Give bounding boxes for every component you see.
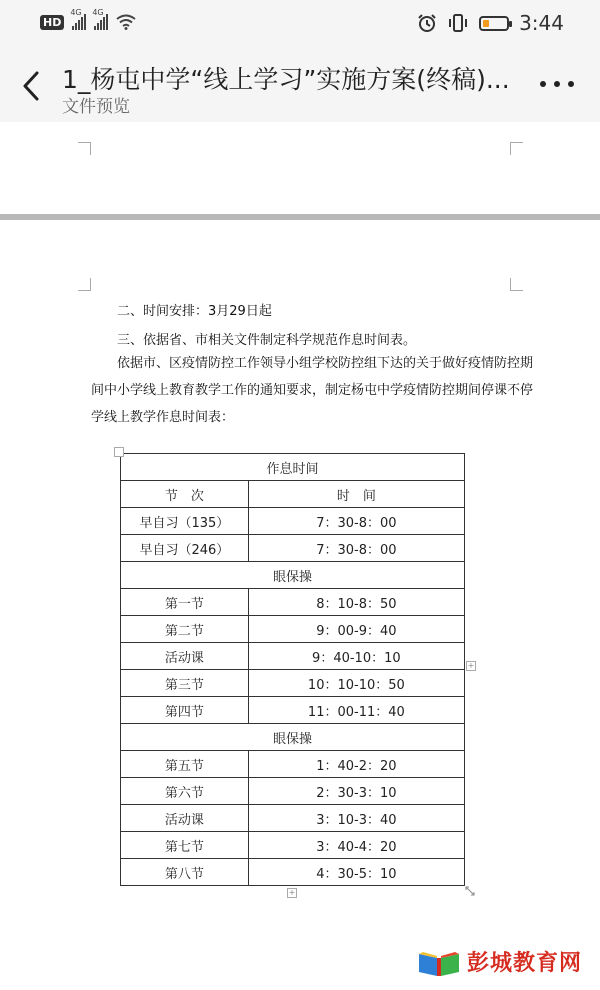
period-cell: 早自习（135） bbox=[121, 508, 249, 535]
time-cell: 8：10-8：50 bbox=[248, 589, 464, 616]
time-cell: 3：40-4：20 bbox=[248, 832, 464, 859]
page-corner-mark bbox=[78, 278, 91, 291]
table-row bbox=[121, 832, 465, 859]
chevron-left-icon bbox=[18, 68, 46, 104]
section-label: 眼保操 bbox=[121, 562, 465, 589]
clock: 3:44 bbox=[519, 11, 564, 35]
vibrate-icon bbox=[447, 13, 469, 33]
table-section-row bbox=[121, 562, 465, 589]
doc-paragraph-line: 依据市、区疫情防控工作领导小组学校防控组下达的关于做好疫情防控期 bbox=[117, 356, 534, 371]
file-preview-label: 文件预览 bbox=[62, 97, 130, 117]
section-label: 眼保操 bbox=[121, 724, 465, 751]
time-cell: 11：00-11：40 bbox=[248, 697, 464, 724]
table-resize-icon[interactable] bbox=[465, 886, 475, 896]
table-row bbox=[121, 670, 465, 697]
status-bar bbox=[0, 0, 600, 50]
table-header-row bbox=[121, 481, 465, 508]
table-row bbox=[121, 508, 465, 535]
table-title: 作息时间 bbox=[121, 454, 465, 481]
page-corner-mark bbox=[78, 142, 91, 155]
time-cell: 2：30-3：10 bbox=[248, 778, 464, 805]
period-cell: 第八节 bbox=[121, 859, 249, 886]
watermark bbox=[417, 944, 582, 978]
time-cell: 3：10-3：40 bbox=[248, 805, 464, 832]
page-corner-mark bbox=[510, 142, 523, 155]
more-horizontal-icon bbox=[540, 81, 546, 87]
table-row bbox=[121, 589, 465, 616]
doc-paragraph-line: 学线上教学作息时间表： bbox=[91, 410, 235, 425]
time-cell: 10：10-10：50 bbox=[248, 670, 464, 697]
watermark-text: 彭城教育网 bbox=[466, 950, 582, 976]
doc-line-schedule: 二、时间安排：3月29日起 bbox=[117, 304, 272, 319]
book-logo-icon bbox=[417, 944, 461, 978]
period-cell: 活动课 bbox=[121, 643, 249, 670]
signal-icon-2 bbox=[92, 8, 108, 30]
period-cell: 活动课 bbox=[121, 805, 249, 832]
app-header bbox=[0, 50, 600, 122]
table-row bbox=[121, 535, 465, 562]
battery-icon bbox=[479, 16, 509, 31]
table-add-column-icon[interactable]: + bbox=[467, 661, 475, 670]
table-add-row-icon[interactable]: + bbox=[288, 888, 296, 897]
column-header-period: 节 次 bbox=[121, 481, 249, 508]
network-type-label: 4G bbox=[70, 8, 82, 17]
network-type-label-2: 4G bbox=[92, 8, 104, 17]
table-row bbox=[121, 859, 465, 886]
time-cell: 7：30-8：00 bbox=[248, 508, 464, 535]
time-cell: 9：00-9：40 bbox=[248, 616, 464, 643]
time-cell: 7：30-8：00 bbox=[248, 535, 464, 562]
table-row bbox=[121, 643, 465, 670]
period-cell: 第五节 bbox=[121, 751, 249, 778]
table-row bbox=[121, 697, 465, 724]
more-options-button[interactable] bbox=[540, 76, 574, 92]
period-cell: 第三节 bbox=[121, 670, 249, 697]
table-title-row bbox=[121, 454, 465, 481]
signal-icon bbox=[70, 8, 86, 30]
document-page-previous bbox=[0, 122, 600, 214]
table-section-row bbox=[121, 724, 465, 751]
period-cell: 早自习（246） bbox=[121, 535, 249, 562]
schedule-table bbox=[120, 453, 465, 886]
column-header-time: 时 间 bbox=[248, 481, 464, 508]
back-button[interactable] bbox=[18, 68, 46, 104]
alarm-icon bbox=[417, 13, 437, 33]
page-corner-mark bbox=[510, 278, 523, 291]
time-cell: 1：40-2：20 bbox=[248, 751, 464, 778]
doc-line-basis: 三、依据省、市相关文件制定科学规范作息时间表。 bbox=[117, 333, 417, 348]
document-title: 1_杨屯中学“线上学习”实施方案(终稿)... bbox=[62, 65, 510, 94]
wifi-icon bbox=[116, 14, 136, 30]
table-row bbox=[121, 751, 465, 778]
hd-voice-icon: HD bbox=[40, 15, 64, 30]
battery-level bbox=[483, 20, 489, 27]
period-cell: 第六节 bbox=[121, 778, 249, 805]
table-row bbox=[121, 616, 465, 643]
table-row bbox=[121, 778, 465, 805]
period-cell: 第一节 bbox=[121, 589, 249, 616]
period-cell: 第七节 bbox=[121, 832, 249, 859]
time-cell: 9：40-10：10 bbox=[248, 643, 464, 670]
period-cell: 第二节 bbox=[121, 616, 249, 643]
time-cell: 4：30-5：10 bbox=[248, 859, 464, 886]
doc-paragraph-line: 间中小学线上教育教学工作的通知要求，制定杨屯中学疫情防控期间停课不停 bbox=[91, 383, 534, 398]
table-move-handle[interactable] bbox=[114, 447, 124, 457]
period-cell: 第四节 bbox=[121, 697, 249, 724]
table-row bbox=[121, 805, 465, 832]
